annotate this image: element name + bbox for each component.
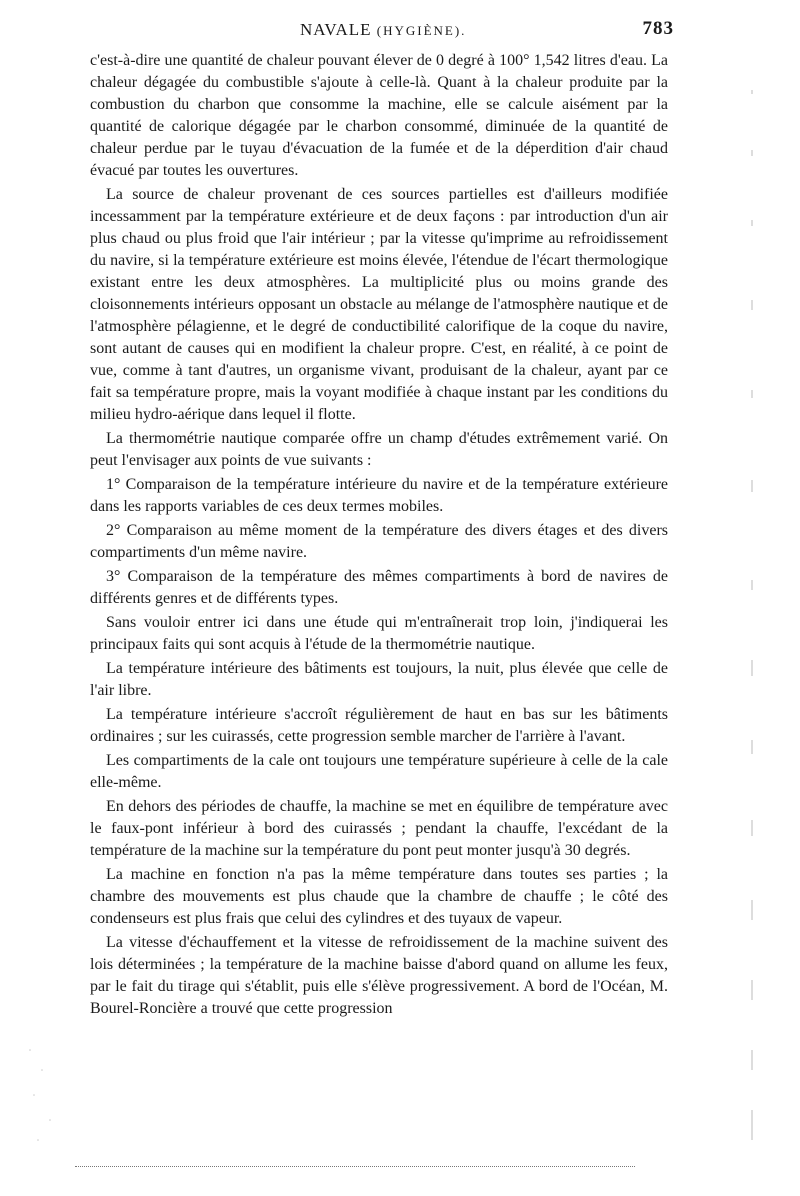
list-item: 3° Comparaison de la température des mêmes compartiments à bord de navires de différents genres et de différents types.: [90, 568, 668, 607]
running-title-sub: (HYGIÈNE).: [376, 23, 467, 38]
running-title-main: NAVALE: [300, 20, 372, 39]
page-number: 783: [642, 18, 674, 39]
paragraph: La vitesse d'échauffement et la vitesse de refroidissement de la machine suivent des lois déterminées ; la température de la machine baisse d'abord quand on allume les feux, par le fait du tirage qui s'établit, puis elle s'élève progressivement. A bord de l'Océan, M. Bourel-Roncière a trouvé que cette progression: [90, 934, 668, 1017]
paragraph: Sans vouloir entrer ici dans une étude qui m'entraînerait trop loin, j'indiquerai les principaux faits qui sont acquis à l'étude de la thermométrie nautique.: [90, 614, 668, 653]
paragraph: La thermométrie nautique comparée offre un champ d'études extrêmement varié. On peut l'envisager aux points de vue suivants :: [90, 430, 668, 469]
list-item: 2° Comparaison au même moment de la température des divers étages et des divers compartiments d'un même navire.: [90, 522, 668, 561]
paragraph: En dehors des périodes de chauffe, la machine se met en équilibre de température avec le faux-pont inférieur à bord des cuirassés ; pendant la chauffe, l'excédant de la température de la machine sur la température du pont peut monter jusqu'à 30 degrés.: [90, 798, 668, 859]
paragraph: Les compartiments de la cale ont toujours une température supérieure à celle de la cale elle-même.: [90, 752, 668, 791]
footer-dotted-rule: [75, 1166, 635, 1167]
paragraph: La température intérieure des bâtiments est toujours, la nuit, plus élevée que celle de l'air libre.: [90, 660, 668, 699]
scan-margin-marks: [748, 60, 768, 1160]
paragraph: La température intérieure s'accroît régulièrement de haut en bas sur les bâtiments ordinaires ; sur les cuirassés, cette progression semble marcher de l'arrière à l'avant.: [90, 706, 668, 745]
list-item: 1° Comparaison de la température intérieure du navire et de la température extérieure dans les rapports variables de ces deux termes mobiles.: [90, 476, 668, 515]
paragraph: La source de chaleur provenant de ces sources partielles est d'ailleurs modifiée incessamment par la température extérieure et de deux façons : par introduction d'un air plus chaud ou plus froid que l'air intérieur ; par la vitesse qu'imprime au refroidissement du navire, si la température extérieure est moins élevée, l'étendue de l'écart thermologique existant entre les deux atmosphères. La multiplicité plus ou moins grande des cloisonnements intérieurs opposant un obstacle au mélange de l'atmosphère nautique et de l'atmosphère pélagienne, et le degré de conductibilité calorifique de la coque du navire, sont autant de causes qui en modifient la chaleur propre. C'est, en réalité, à ce point de vue, comme à tant d'autres, un organisme vivant, produisant de la chaleur, ayant par ce fait sa température propre, mais la voyant modifiée à chaque instant par les conditions du milieu hydro-aérique dans lequel il flotte.: [90, 186, 668, 423]
body-text: [90, 50, 668, 1022]
running-title: [300, 20, 466, 40]
running-header: [90, 16, 672, 46]
paragraph: La machine en fonction n'a pas la même température dans toutes ses parties ; la chambre des mouvements est plus chaude que la chambre de chauffe ; le côté des condenseurs est plus frais que celui des cylindres et des tuyaux de vapeur.: [90, 866, 668, 927]
scan-speckle: [20, 1040, 60, 1160]
paragraph: c'est-à-dire une quantité de chaleur pouvant élever de 0 degré à 100° 1,542 litres d'eau. La chaleur dégagée du combustible s'ajoute à celle-là. Quant à la chaleur produite par la combustion du charbon que consomme la machine, elle se calcule aisément par la quantité de calorique dégagée par le charbon consommé, diminuée de la quantité de chaleur perdue par le tuyau d'évacuation de la fumée et de la déperdition d'air chaud évacué par toutes les ouvertures.: [90, 52, 668, 179]
